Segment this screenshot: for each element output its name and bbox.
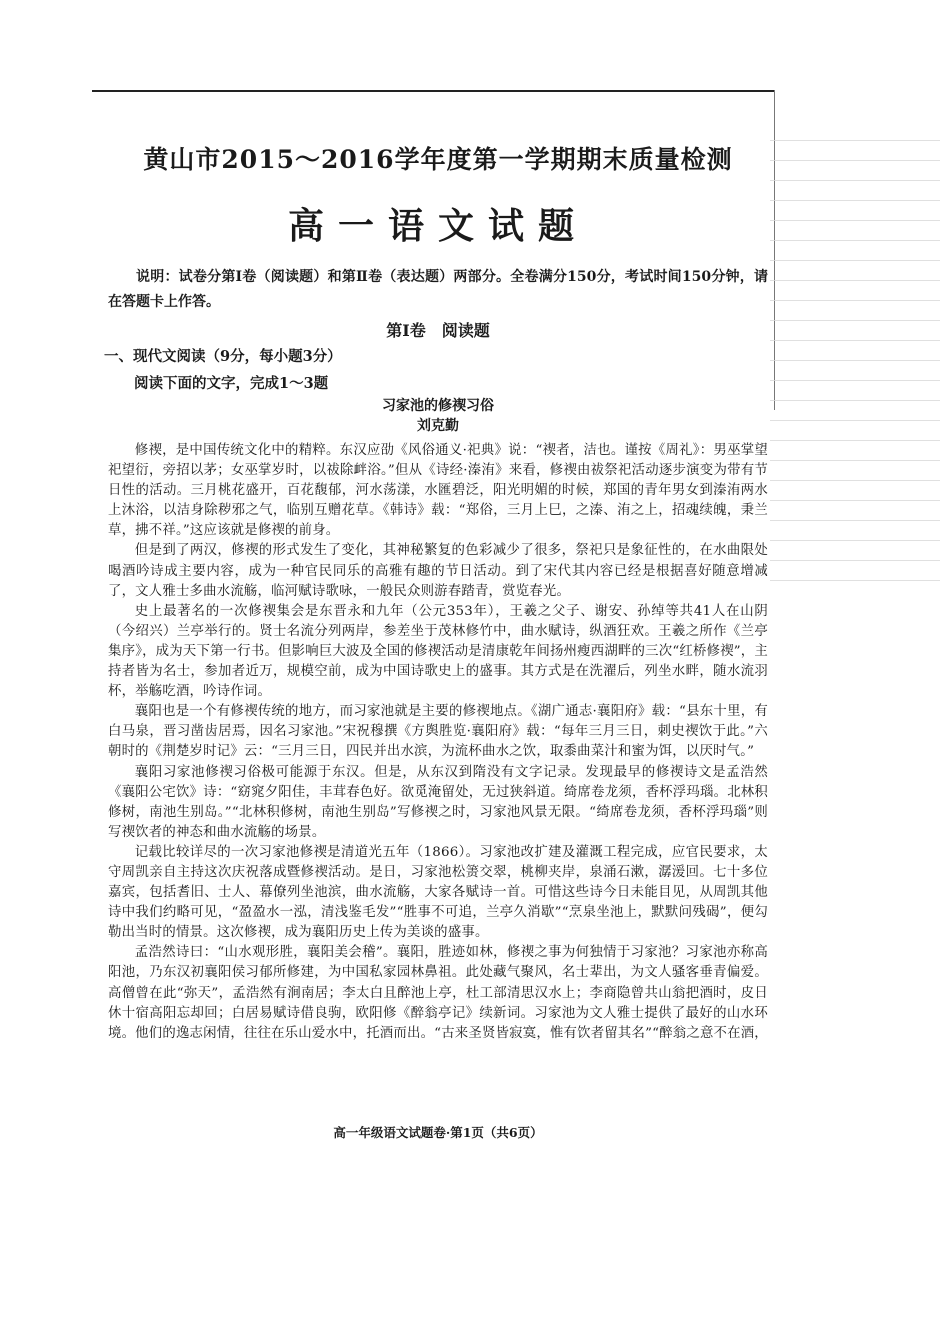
page-footer: 高一年级语文试题卷·第1页（共6页） [333,1125,543,1140]
article-paragraph: 记载比较详尽的一次习家池修禊是清道光五年（1866）。习家池改扩建及灌溉工程完成，应官民要求，太守周凯亲自主持这次庆祝落成暨修禊活动。是日，习家池松箦交翠，桃柳夹岸，泉涌石漱，潺湲回。七十多位嘉宾，包括耆旧、士人、幕僚列坐池滨，曲水流觞，大家各赋诗一首。可惜这些诗今日未能目见，从周凯其他诗中我们约略可见，“盈盈水一泓，清浅鉴毛发”“胜事不可追，兰亭久消歇”“烹泉坐池上，默默问残碣”，便勾勒出当时的情景。这次修禊，成为襄阳历史上传为美谈的盛事。 [108,844,768,941]
section-heading: 一、现代文阅读（9分，每小题3分） [104,348,342,365]
reading-instruction: 阅读下面的文字，完成1～3题 [134,375,329,392]
exam-title: 黄山市2015～2016学年度第一学期期末质量检测 [143,145,733,174]
scan-top-border [92,90,775,92]
exam-page [104,140,768,1044]
article-paragraph: 修禊，是中国传统文化中的精粹。东汉应劭《风俗通义·祀典》说：“禊者，洁也。谨按《周礼》：男巫掌望祀望衍，旁招以茅；女巫掌岁时，以祓除衅浴。”但从《诗经·溱洧》来看，修禊由祓祭祀活动逐步演变为带有节日性的活动。三月桃花盛开，百花馥郁，河水荡漾，水匯碧泛，阳光明媚的时候，郑国的青年男女到溱洧两水上沐浴，以洁身除秽邪之气，临别互赠花草。《韩诗》载：“郑俗，三月上巳，之溱、洧之上，招魂续魄，秉兰草，拂不祥。”这应该就是修禊的前身。 [108,443,768,539]
exam-instructions: 说明：试卷分第Ⅰ卷（阅读题）和第Ⅱ卷（表达题）两部分。全卷满分150分，考试时间150分钟，请在答题卡上作答。 [108,269,768,310]
article-paragraph: 史上最著名的一次修禊集会是东晋永和九年（公元353年），王羲之父子、谢安、孙绰等共41人在山阴（今绍兴）兰亭举行的。贤士名流分列两岸，参差坐于茂林修竹中，曲水赋诗，纵酒狂欢。王羲之所作《兰亭集序》，成为天下第一行书。但影响巨大波及全国的修禊活动是清康乾年间扬州瘦西湖畔的三次“红桥修禊”，主持者皆为名士，参加者近万，规模空前，成为中国诗歌史上的盛事。其方式是在洗濯后，列坐水畔，随水流羽杯，举觞吃酒，吟诗作词。 [108,603,768,700]
article-title: 习家池的修禊习俗 [382,398,494,414]
bleed-through-text [770,140,940,600]
article-paragraph: 孟浩然诗曰：“山水观形胜，襄阳美会稽”。襄阳，胜迹如林，修禊之事为何独情于习家池？习家池亦称高阳池，乃东汉初襄阳侯习郁所修建，为中国私家园林鼻祖。此处藏气聚风，名士辈出，为文人骚客垂青偏爱。高僧曾在此“弥天”，孟浩然有涧南居；李太白且醉池上亭，杜工部清思汉水上；李商隐曾共山翁把酒时，皮日休十宿高阳忘却回；白居易赋诗借良驹，欧阳修《醉翁亭记》续新词。习家池为文人雅士提供了最好的山水环境。他们的逸志闲情，往往在乐山爱水中，托酒而出。“古来圣贤皆寂寞，惟有饮者留其名”“醉翁之意不在酒， [108,945,768,1041]
subject-title: 高一语文试题 [287,205,588,247]
article-paragraph: 襄阳习家池修禊习俗极可能源于东汉。但是，从东汉到隋没有文字记录。发现最早的修禊诗文是孟浩然《襄阳公宅饮》诗：“窈窕夕阳佳，丰茸春色好。欲觅淹留处，无过狭斜道。绮席卷龙须，香杯浮玛瑙。北林积修树，南池生别岛。”“北林积修树，南池生别岛”写修禊之时，习家池风景无限。“绮席卷龙须，香杯浮玛瑙”则写禊饮者的神态和曲水流觞的场景。 [108,764,768,840]
part-title: 第Ⅰ卷 阅读题 [386,321,490,340]
article-paragraph: 襄阳也是一个有修禊传统的地方，而习家池就是主要的修禊地点。《湖广通志·襄阳府》载：“县东十里，有白马泉，晋习凿齿居焉，因名习家池。”宋祝穆撰《方舆胜览·襄阳府》载：“每年三月三日，刺史禊饮于此。”六朝时的《荆楚岁时记》云：“三月三日，四民并出水滨，为流杯曲水之饮，取黍曲菜汁和蜜为饵，以厌时气。” [108,704,768,760]
article-author: 刘克勤 [417,418,459,434]
article-paragraph: 但是到了两汉，修禊的形式发生了变化，其神秘繁复的色彩减少了很多，祭祀只是象征性的，在水曲限处喝酒吟诗成主要内容，成为一种官民同乐的高雅有趣的节日活动。到了宋代其内容已经是根据喜好随意增减了，文人雅士多曲水流觞，临河赋诗歌咏，一般民众则游春踏青，赏览春光。 [108,543,768,599]
